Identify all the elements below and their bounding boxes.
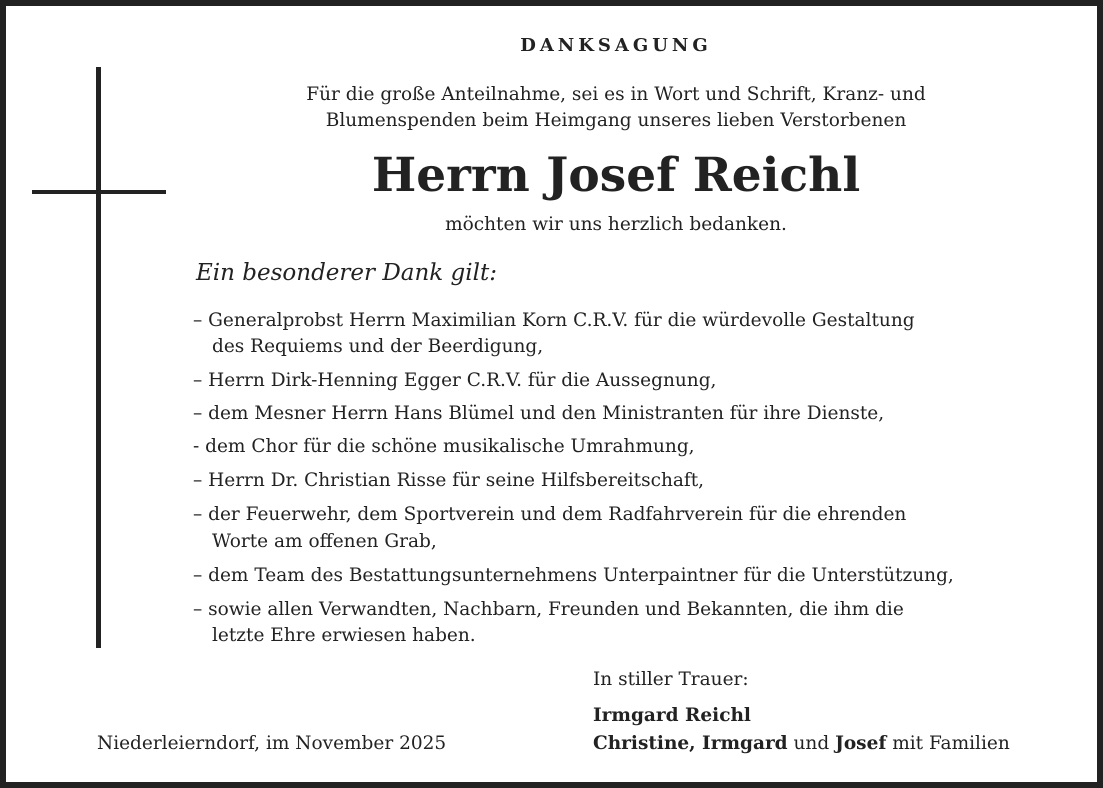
- intro-line-1: Für die große Anteilnahme, sei es in Wort und Schrift, Kranz- und: [306, 84, 926, 105]
- list-item-cont: letzte Ehre erwiesen haben.: [212, 625, 476, 646]
- list-item: – Herrn Dirk-Henning Egger C.R.V. für die Aussegnung,: [193, 370, 717, 391]
- list-item: – dem Team des Bestattungsunternehmens Unterpaintner für die Unterstützung,: [193, 565, 954, 586]
- deceased-name: Herrn Josef Reichl: [371, 148, 861, 203]
- mourner-names: Christine, Irmgard: [593, 733, 788, 754]
- list-item: – der Feuerwehr, dem Sportverein und dem Radfahrverein für die ehrenden: [193, 504, 907, 525]
- list-item: – dem Mesner Herrn Hans Blümel und den Ministranten für ihre Dienste,: [193, 403, 885, 424]
- mourner-suffix: mit Familien: [886, 733, 1010, 754]
- mourner-name-josef: Josef: [835, 733, 887, 754]
- special-thanks-heading: Ein besonderer Dank gilt:: [196, 260, 497, 286]
- list-item: – Herrn Dr. Christian Risse für seine Hilfsbereitschaft,: [193, 470, 705, 491]
- thanks-line: möchten wir uns herzlich bedanken.: [445, 214, 787, 235]
- list-item: – Generalprobst Herrn Maximilian Korn C.R.V. für die würdevolle Gestaltung: [193, 310, 915, 331]
- list-item: - dem Chor für die schöne musikalische Umrahmung,: [193, 436, 695, 457]
- list-item-cont: Worte am offenen Grab,: [212, 531, 437, 552]
- place-date: Niederleierndorf, im November 2025: [97, 733, 447, 754]
- mourners-family: [593, 732, 1010, 756]
- intro-line-2: Blumenspenden beim Heimgang unseres lieben Verstorbenen: [325, 110, 907, 131]
- mourner-conj: und: [787, 733, 836, 754]
- mourning-label: In stiller Trauer:: [593, 669, 749, 690]
- list-item: – sowie allen Verwandten, Nachbarn, Freunden und Bekannten, die ihm die: [193, 599, 904, 620]
- list-item-cont: des Requiems und der Beerdigung,: [212, 336, 544, 357]
- notice-heading: DANKSAGUNG: [520, 35, 712, 56]
- mourner-primary: Irmgard Reichl: [593, 705, 751, 726]
